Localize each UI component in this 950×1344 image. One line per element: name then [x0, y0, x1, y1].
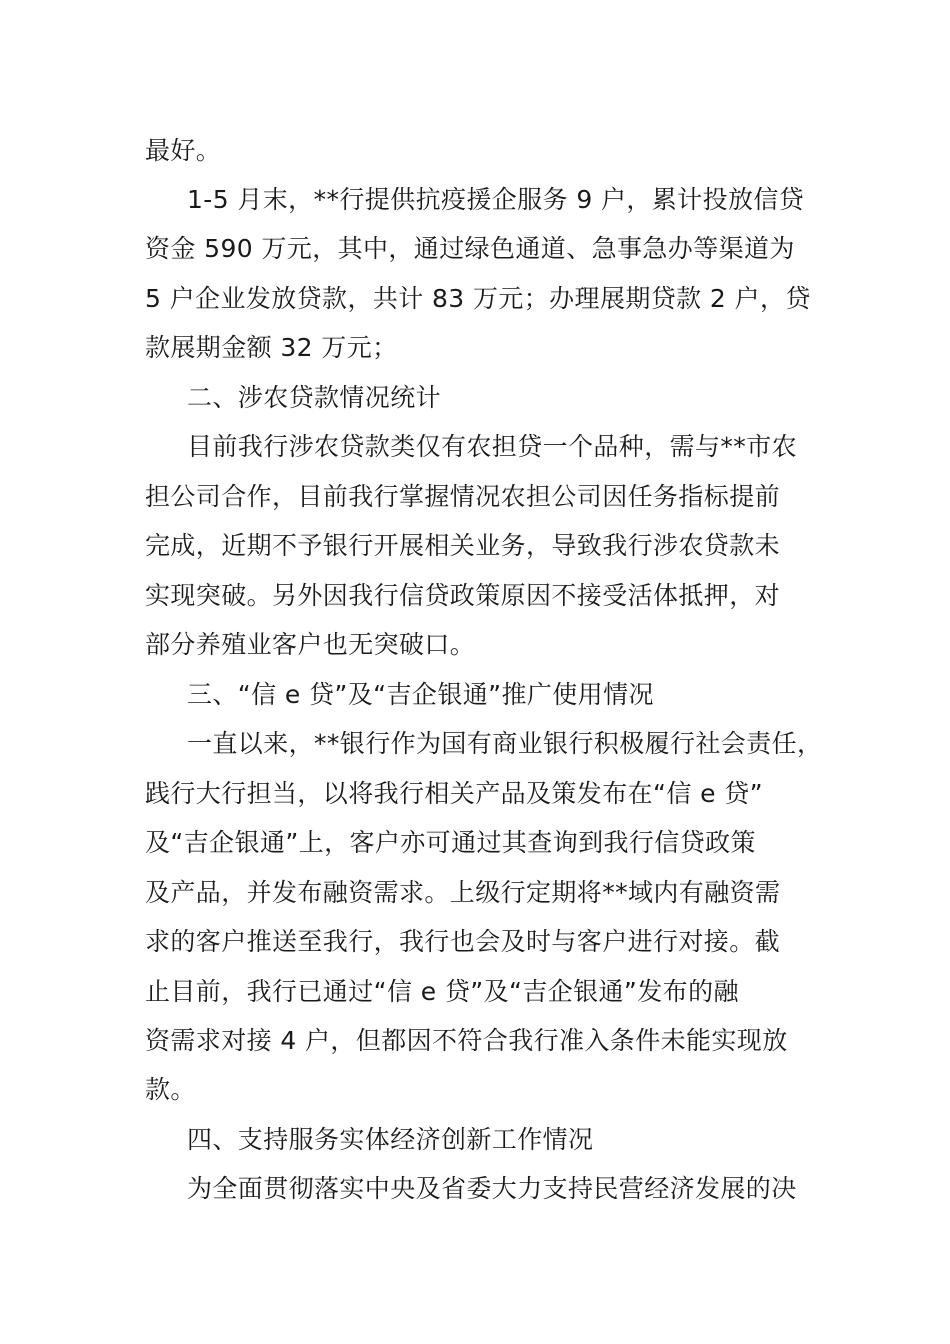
text-line-20: 款。: [145, 1075, 196, 1104]
text-line-18: 止目前，我行已通过“信 e 贷”及“吉企银通”发布的融: [145, 977, 739, 1006]
text-line-8: 担公司合作，目前我行掌握情况农担公司因任务指标提前: [145, 482, 781, 511]
text-line-2: 1-5 月末，**行提供抗疫援企服务 9 户，累计投放信贷: [187, 185, 805, 214]
text-line-10: 实现突破。另外因我行信贷政策原因不接受活体抵押，对: [145, 581, 781, 610]
text-line-16: 及产品，并发布融资需求。上级行定期将**域内有融资需: [145, 878, 781, 907]
text-line-3: 资金 590 万元，其中，通过绿色通道、急事急办等渠道为: [145, 234, 795, 263]
section-heading-2: 二、涉农贷款情况统计: [187, 383, 442, 412]
text-line-7: 目前我行涉农贷款类仅有农担贷一个品种，需与**市农: [187, 432, 798, 461]
section-heading-4: 四、支持服务实体经济创新工作情况: [187, 1125, 594, 1154]
text-line-19: 资需求对接 4 户，但都因不符合我行准入条件未能实现放: [145, 1026, 788, 1055]
text-line-15: 及“吉企银通”上，客户亦可通过其查询到我行信贷政策: [145, 828, 756, 857]
text-line-4: 5 户企业发放贷款，共计 83 万元；办理展期贷款 2 户，贷: [145, 284, 811, 313]
text-line-1: 最好。: [145, 136, 222, 165]
text-line-5: 款展期金额 32 万元；: [145, 333, 398, 362]
text-line-17: 求的客户推送至我行，我行也会及时与客户进行对接。截: [145, 927, 781, 956]
text-line-11: 部分养殖业客户也无突破口。: [145, 630, 476, 659]
text-line-14: 践行大行担当，以将我行相关产品及策发布在“信 e 贷”: [145, 779, 763, 808]
section-heading-3: 三、“信 e 贷”及“吉企银通”推广使用情况: [187, 680, 654, 709]
text-line-13: 一直以来，**银行作为国有商业银行积极履行社会责任，: [187, 729, 823, 758]
text-line-9: 完成，近期不予银行开展相关业务，导致我行涉农贷款未: [145, 531, 781, 560]
text-line-22: 为全面贯彻落实中央及省委大力支持民营经济发展的决: [187, 1174, 797, 1203]
